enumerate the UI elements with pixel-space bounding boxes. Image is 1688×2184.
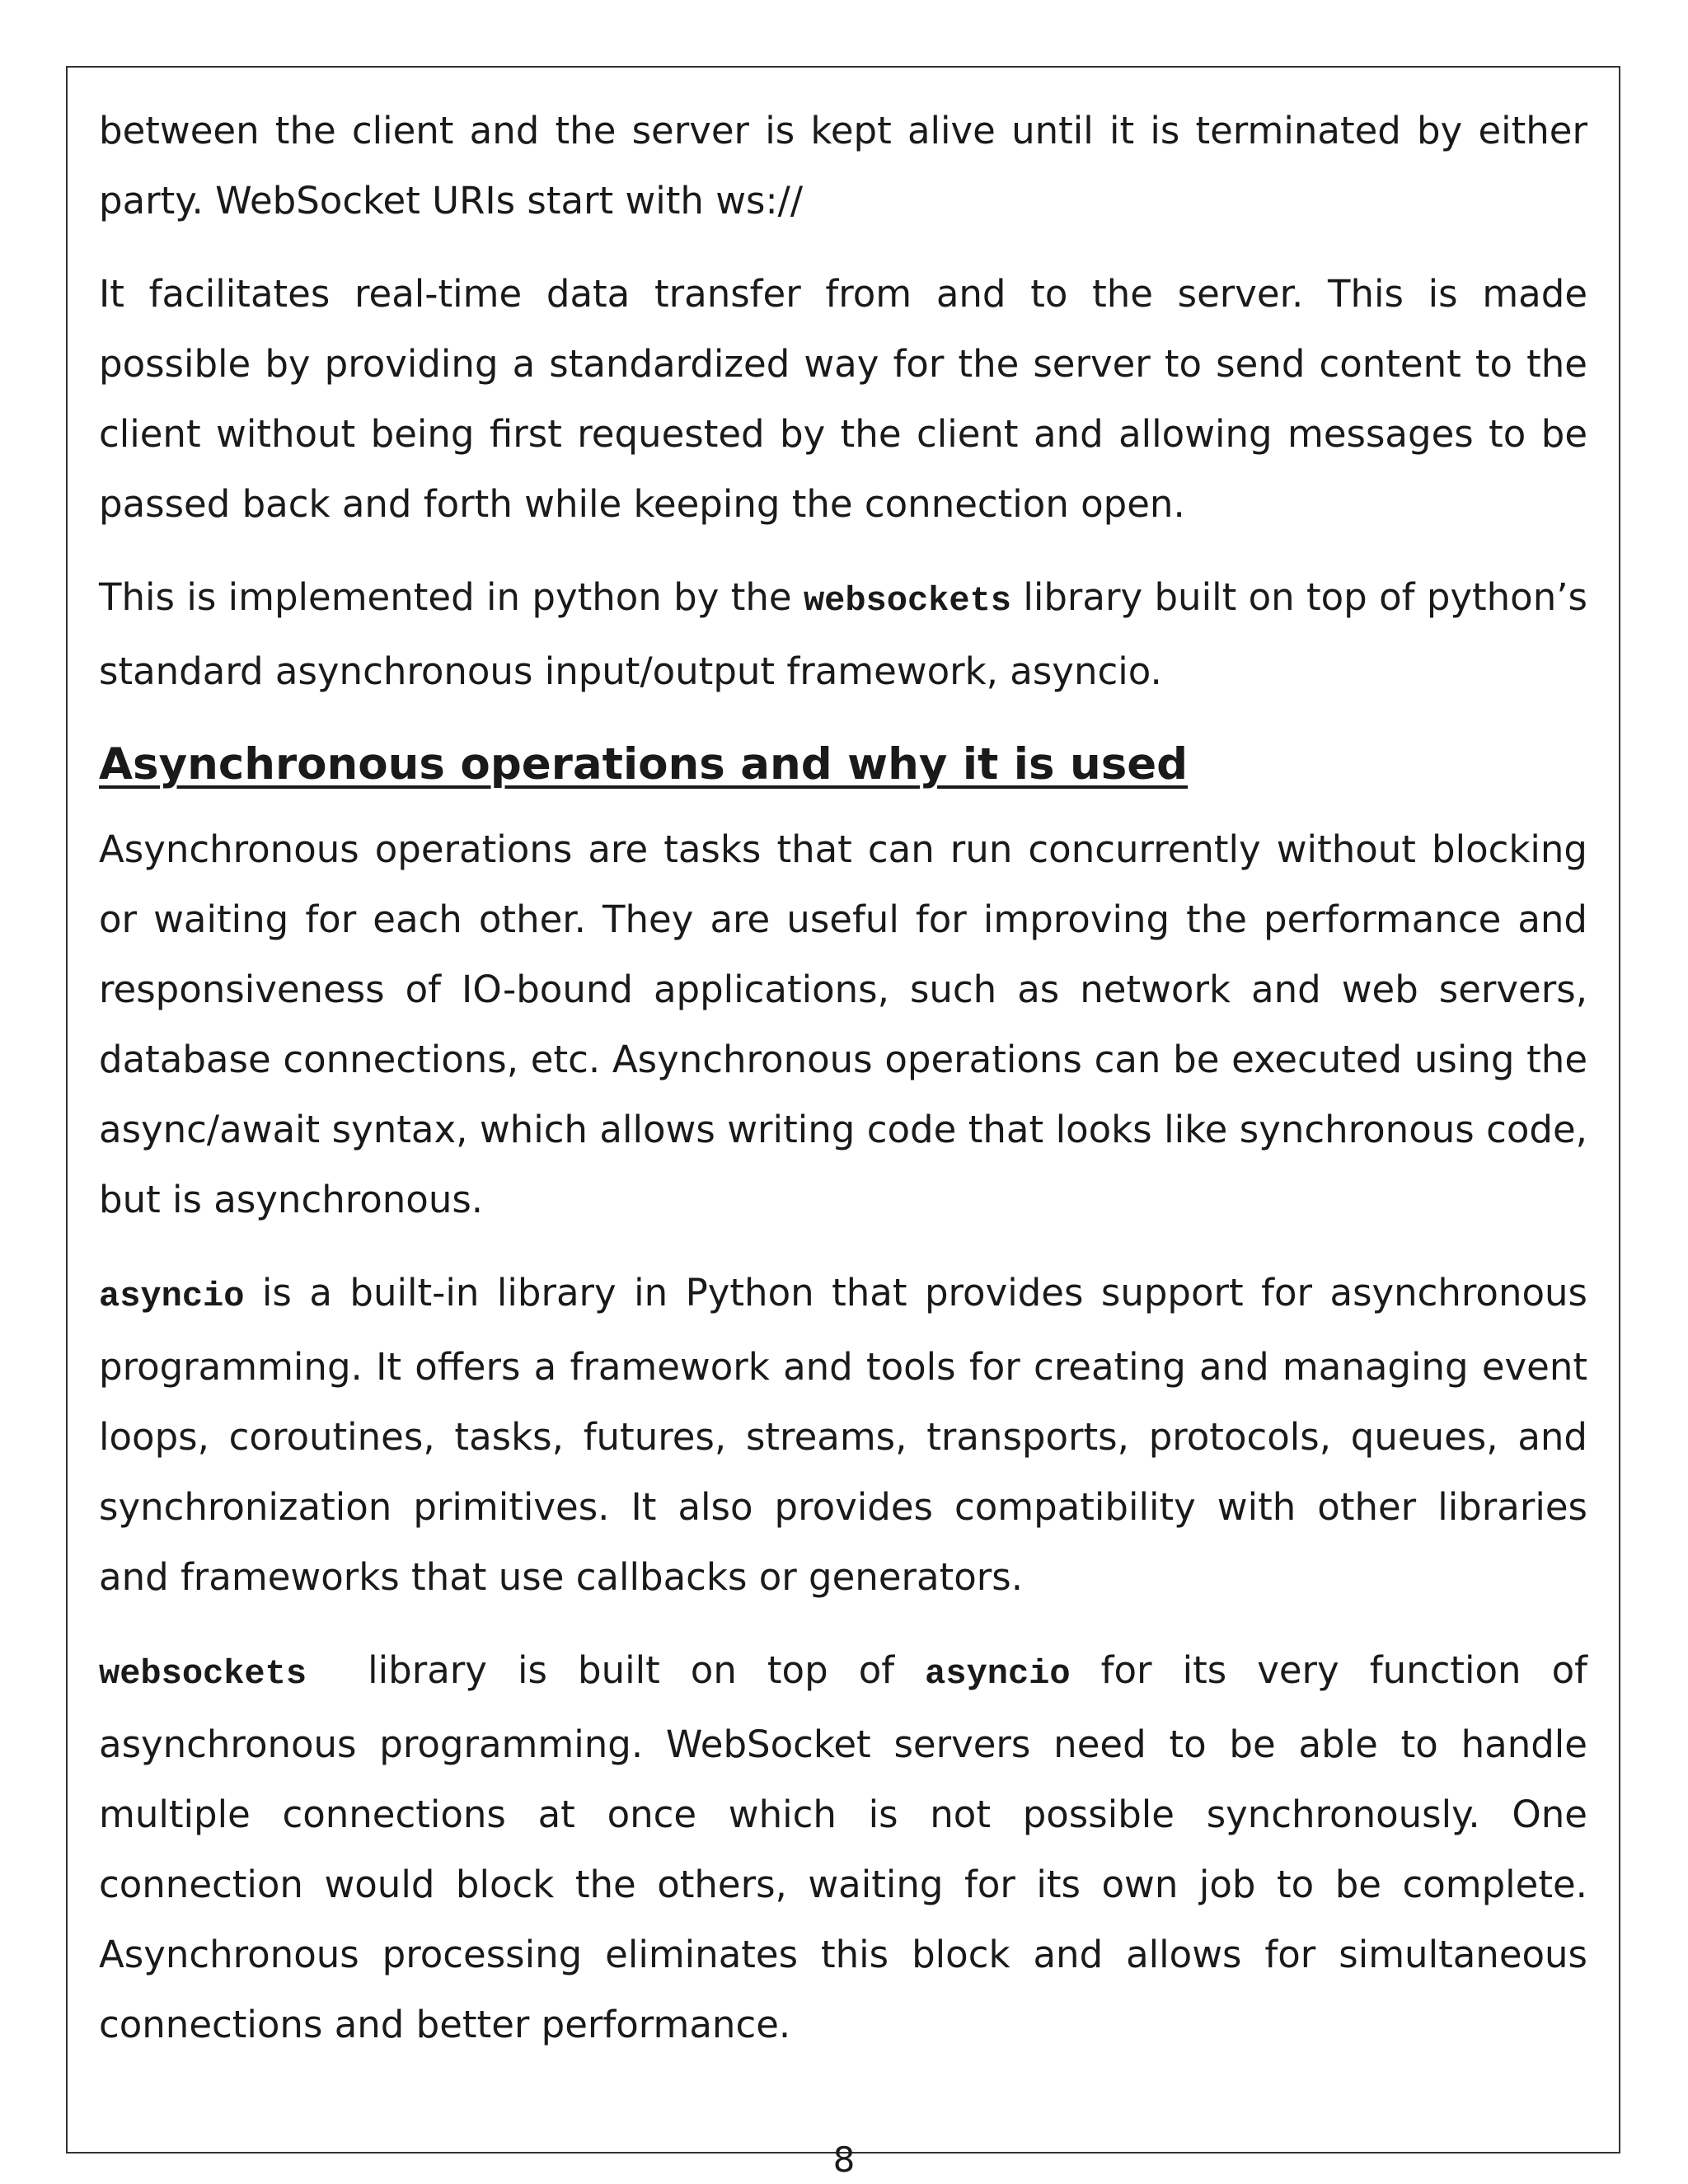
code-term-asyncio: asyncio [99,1277,245,1316]
code-term-asyncio: asyncio [925,1654,1071,1694]
paragraph-text: This is implemented in python by the [99,575,804,619]
paragraph-text: is a built-in library in Python that provides support for asynchronous programming. It offers a framework and tools for creating and managing event loops, coroutines, tasks, futures, streams, transports, protocols, queues, and synchronization primitives. It also provides compatibility with other libraries and frameworks that use callbacks or generators. [99,1271,1587,1599]
paragraph-text: library built on top of python’s standard asynchronous input/output framework, asyncio. [99,575,1587,693]
code-term-websockets: websockets [99,1654,307,1694]
paragraph-text: for its very function of asynchronous programming. WebSocket servers need to be able to handle multiple connections at once which is not possible synchronously. One connection would block the others, waiting for its own job to be complete. Asynchronous processing eliminates this block and allows for simultaneous connections and better performance. [99,1648,1588,2046]
paragraph-asyncio [99,1258,1587,1612]
code-term-websockets: websockets [803,581,1011,621]
paragraph-implementation [99,562,1587,706]
paragraph-realtime: It facilitates real-time data transfer from and to the server. This is made possible by providing a standardized way for the server to send content to the client without being first requested by the client and allowing messages to be passed back and forth while keeping the connection open. [99,272,1587,526]
paragraph-text: library is built on top of [307,1648,926,1692]
section-heading: Asynchronous operations and why it is used [99,739,1189,790]
paragraph-websockets-asyncio [99,1635,1587,2060]
page-content [99,96,1587,2060]
paragraph-continuation: between the client and the server is kept alive until it is terminated by either party. WebSocket URIs start with ws:// [99,109,1587,223]
page-number: 8 [832,2139,856,2180]
paragraph-async-operations: Asynchronous operations are tasks that can run concurrently without blocking or waiting for each other. They are useful for improving the performance and responsiveness of IO-bound applications, such as network and web servers, database connections, etc. Asynchronous operations can be executed using the async/await syntax, which allows writing code that looks like synchronous code, but is asynchronous. [99,827,1587,1221]
